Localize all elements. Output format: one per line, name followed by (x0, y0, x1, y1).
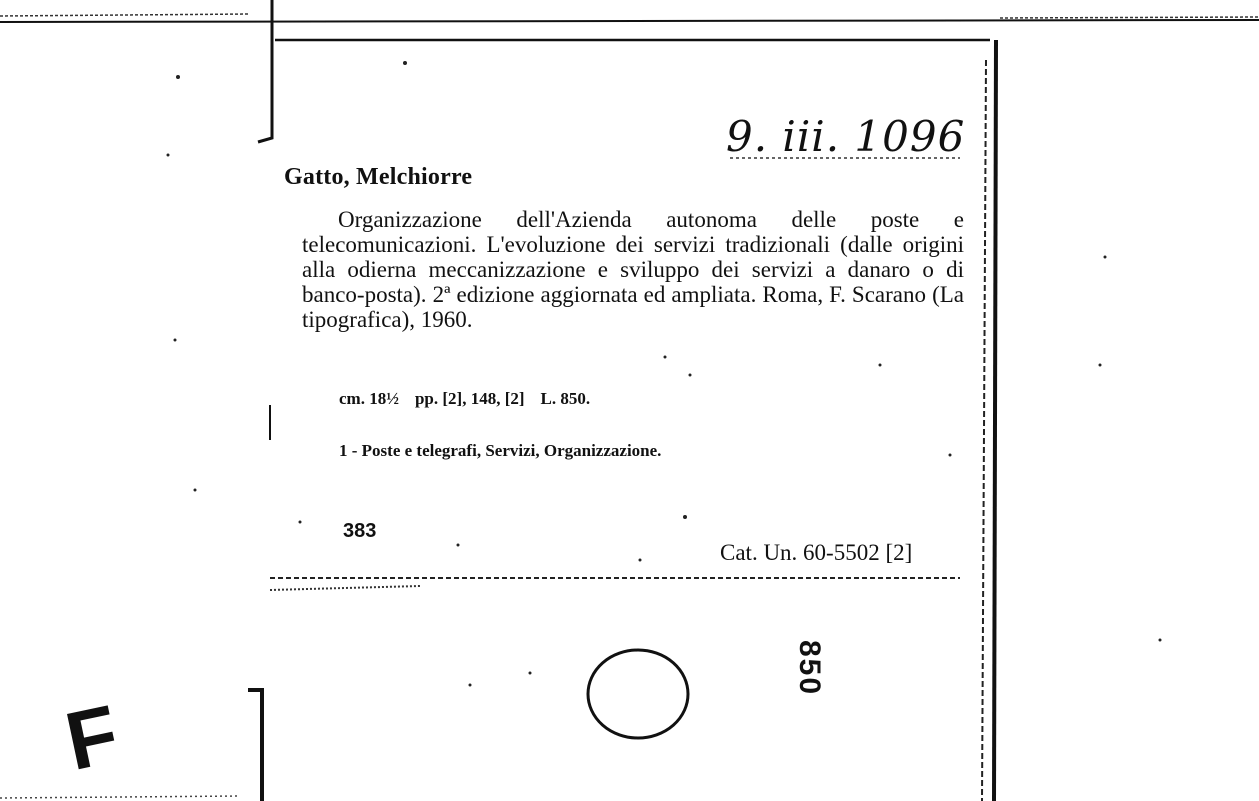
bottom-left-dots (0, 796, 240, 798)
handwritten-shelfmark: 9. iii. 1096 (726, 112, 966, 161)
top-speckle (0, 14, 1259, 18)
top-border-line (0, 20, 1259, 22)
collation-pages: pp. [2], 148, [2] (414, 389, 525, 408)
right-card-edge-inner (982, 60, 986, 801)
bottom-dashed-edge-2 (270, 586, 420, 590)
right-card-edge (994, 40, 996, 801)
author-heading: Gatto, Melchiorre (284, 164, 473, 190)
rotated-price-stamp: 850 (793, 640, 826, 697)
collation-price: L. 850. (540, 389, 591, 408)
collation-size: cm. 18½ (339, 389, 399, 408)
card-number: 383 (343, 520, 377, 542)
left-bracket-bottom (248, 690, 262, 801)
subject-headings: 1 - Poste e telegrafi, Servizi, Organizzazione. (339, 441, 662, 460)
catalog-reference: Cat. Un. 60-5502 [2] (720, 540, 913, 565)
margin-letter-mark: F (58, 688, 127, 788)
title-description: Organizzazione dell'Azienda autonoma delle poste e telecomunicazioni. L'evoluzione dei servizi tradizionali (dalle origini alla odierna meccanizzazione e sviluppo dei servizi a danaro o di banco-posta). 2ª edizione aggiornata ed ampliata. Roma, F. Scarano (La tipografica), 1960. (302, 207, 964, 332)
collation-line (339, 389, 590, 409)
speckle-dots (167, 61, 1162, 687)
punch-hole-icon (588, 650, 688, 738)
